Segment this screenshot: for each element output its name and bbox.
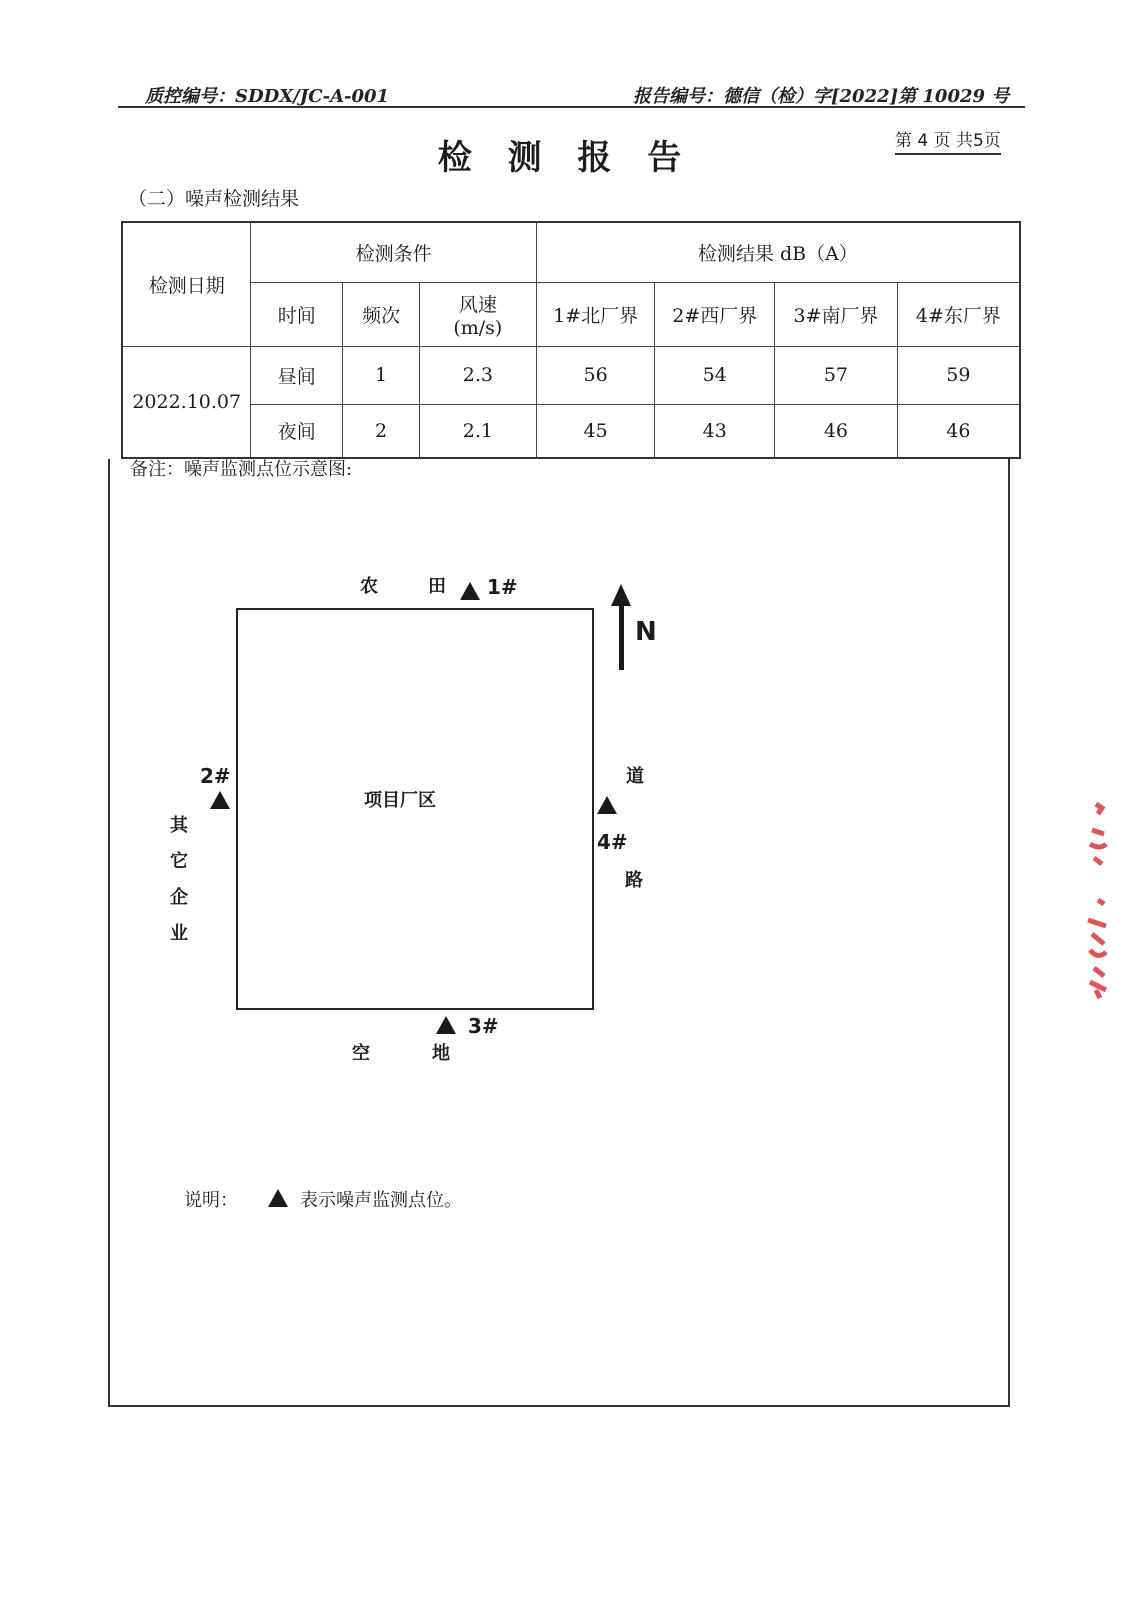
col-wind-unit: (m/s)	[453, 316, 503, 339]
west-area-char: 它	[170, 851, 188, 872]
west-area-char: 其	[170, 815, 188, 836]
col-time: 时间	[251, 282, 343, 346]
cell-point-3: 46	[775, 404, 898, 458]
monitor-point-3-label: 3#	[468, 1014, 499, 1038]
date-cell: 2022.10.07	[122, 346, 251, 458]
monitor-point-4-label: 4#	[597, 830, 628, 854]
seal-stamp-icon	[1078, 800, 1108, 1000]
legend-triangle-icon	[268, 1189, 288, 1207]
col-wind-speed	[419, 282, 536, 346]
cell-point-4: 59	[897, 346, 1020, 404]
conditions-header: 检测条件	[251, 222, 536, 282]
report-number: 报告编号：德信（检）字[2022]第 10029 号	[633, 86, 1010, 107]
section-title: （二）噪声检测结果	[128, 188, 300, 210]
monitor-point-1-marker	[460, 582, 480, 600]
date-header: 检测日期	[122, 222, 251, 346]
diagram-note: 备注：噪声监测点位示意图:	[130, 459, 353, 480]
noise-results-table	[121, 221, 1021, 459]
monitor-point-2-marker	[210, 791, 230, 809]
table-row	[122, 346, 1020, 404]
cell-point-1: 56	[536, 346, 655, 404]
cell-point-2: 43	[655, 404, 775, 458]
south-area-left: 空	[352, 1043, 370, 1064]
plant-label: 项目厂区	[364, 790, 436, 811]
cell-time: 夜间	[251, 404, 343, 458]
west-area-char: 业	[170, 923, 188, 944]
cell-wind: 2.1	[419, 404, 536, 458]
monitor-point-4-marker	[597, 796, 617, 814]
cell-time: 昼间	[251, 346, 343, 404]
diagram-legend	[184, 1186, 462, 1212]
col-point-4: 4#东厂界	[897, 282, 1020, 346]
cell-frequency: 1	[343, 346, 420, 404]
col-point-3: 3#南厂界	[775, 282, 898, 346]
monitor-point-3-marker	[436, 1016, 456, 1034]
results-header: 检测结果 dB（A）	[536, 222, 1020, 282]
east-area-bottom: 路	[625, 870, 643, 891]
west-area-char: 企	[170, 887, 188, 908]
monitor-point-1-label: 1#	[487, 575, 518, 599]
header-divider	[118, 106, 1025, 108]
north-area-right: 田	[428, 576, 446, 597]
table-row	[122, 404, 1020, 458]
cell-point-2: 54	[655, 346, 775, 404]
legend-prefix: 说明：	[184, 1190, 238, 1211]
col-wind-label: 风速	[458, 293, 497, 316]
page-info: 第 4 页 共5页	[895, 126, 1001, 155]
cell-wind: 2.3	[419, 346, 536, 404]
qc-number: 质控编号：SDDX/JC-A-001	[145, 86, 390, 107]
cell-point-3: 57	[775, 346, 898, 404]
north-arrow-icon	[608, 584, 638, 674]
col-point-2: 2#西厂界	[655, 282, 775, 346]
north-area-left: 农	[360, 576, 378, 597]
west-area-label	[168, 808, 190, 952]
legend-text: 表示噪声监测点位。	[300, 1190, 462, 1211]
report-title: 检 测 报 告	[437, 138, 694, 178]
cell-point-1: 45	[536, 404, 655, 458]
col-frequency: 频次	[343, 282, 420, 346]
cell-frequency: 2	[343, 404, 420, 458]
cell-point-4: 46	[897, 404, 1020, 458]
south-area-right: 地	[432, 1043, 450, 1064]
monitor-point-2-label: 2#	[200, 764, 231, 788]
east-area-top: 道	[626, 766, 644, 787]
col-point-1: 1#北厂界	[536, 282, 655, 346]
north-label: N	[635, 617, 657, 647]
